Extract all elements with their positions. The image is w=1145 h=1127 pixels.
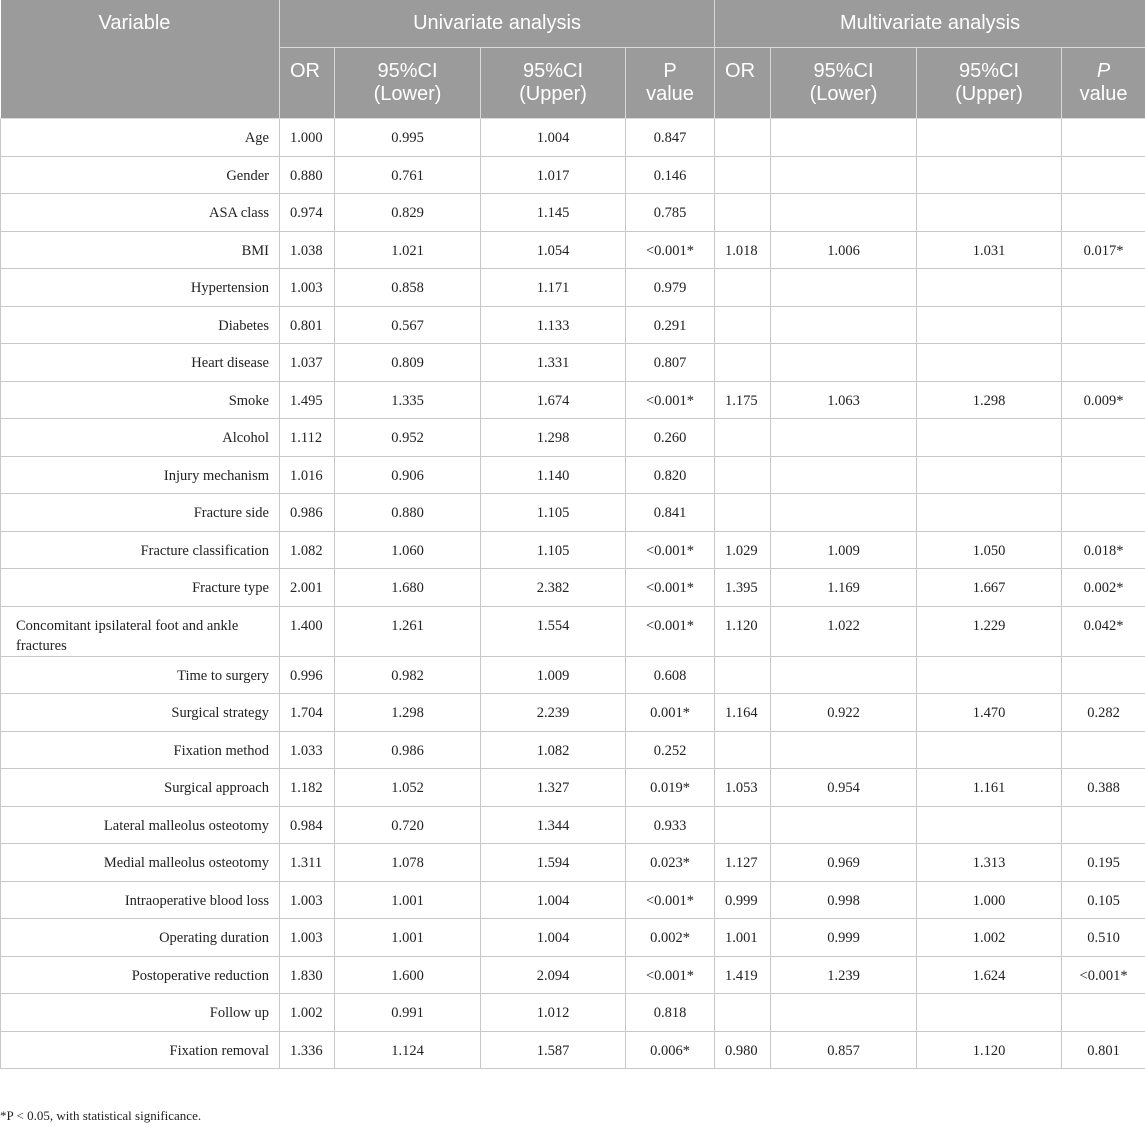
uni-upper-cell: 1.004	[481, 119, 626, 157]
table-row	[1, 656, 1145, 694]
uni-p-cell: 0.841	[626, 494, 715, 532]
multi-p-cell: 0.009*	[1062, 381, 1145, 419]
uni-lower-cell: 1.124	[335, 1031, 481, 1069]
multi-lower-cell: 1.009	[771, 531, 917, 569]
uni-or-cell: 1.033	[280, 731, 335, 769]
multi-p-cell: 0.388	[1062, 769, 1145, 807]
table-row	[1, 606, 1145, 656]
variable-cell: Concomitant ipsilateral foot and ankle fractures	[1, 606, 280, 656]
uni-or-cell: 1.002	[280, 994, 335, 1032]
uni-p-cell: 0.001*	[626, 694, 715, 732]
uni-upper-cell: 1.587	[481, 1031, 626, 1069]
multi-p-cell	[1062, 156, 1145, 194]
multi-or-cell	[715, 456, 771, 494]
multi-or-cell: 1.001	[715, 919, 771, 957]
uni-lower-cell: 0.991	[335, 994, 481, 1032]
multi-lower-cell	[771, 344, 917, 382]
multi-lower-cell: 1.022	[771, 606, 917, 656]
uni-upper-cell: 2.094	[481, 956, 626, 994]
variable-cell: Alcohol	[1, 419, 280, 457]
multi-lower-cell	[771, 806, 917, 844]
multi-p-header	[1062, 48, 1145, 119]
multi-lower-cell	[771, 494, 917, 532]
uni-upper-header-line1: 95%CI	[522, 60, 584, 82]
multi-upper-cell	[917, 494, 1062, 532]
uni-p-cell: 0.818	[626, 994, 715, 1032]
multi-or-cell	[715, 494, 771, 532]
variable-cell: Fracture classification	[1, 531, 280, 569]
uni-p-cell: 0.006*	[626, 1031, 715, 1069]
multi-p-cell: 0.195	[1062, 844, 1145, 882]
uni-upper-cell: 2.382	[481, 569, 626, 607]
multi-or-cell	[715, 806, 771, 844]
uni-lower-cell: 0.720	[335, 806, 481, 844]
multi-or-cell	[715, 994, 771, 1032]
multi-upper-cell: 1.000	[917, 881, 1062, 919]
table-row	[1, 844, 1145, 882]
multi-or-cell: 1.120	[715, 606, 771, 656]
table-row	[1, 731, 1145, 769]
table-row	[1, 156, 1145, 194]
uni-lower-cell: 0.995	[335, 119, 481, 157]
multi-lower-cell: 0.954	[771, 769, 917, 807]
uni-upper-cell: 1.105	[481, 531, 626, 569]
table-row	[1, 956, 1145, 994]
uni-or-cell: 0.996	[280, 656, 335, 694]
variable-cell: Intraoperative blood loss	[1, 881, 280, 919]
multi-or-cell: 1.164	[715, 694, 771, 732]
uni-p-cell: 0.252	[626, 731, 715, 769]
multi-or-cell	[715, 269, 771, 307]
table-row	[1, 494, 1145, 532]
multi-p-cell	[1062, 994, 1145, 1032]
uni-p-cell: 0.291	[626, 306, 715, 344]
uni-p-cell: 0.260	[626, 419, 715, 457]
multi-lower-cell	[771, 269, 917, 307]
uni-lower-cell: 0.986	[335, 731, 481, 769]
uni-lower-cell: 0.809	[335, 344, 481, 382]
multi-p-cell	[1062, 656, 1145, 694]
uni-or-cell: 1.016	[280, 456, 335, 494]
multi-or-cell: 1.127	[715, 844, 771, 882]
multi-lower-cell	[771, 994, 917, 1032]
uni-or-cell: 0.974	[280, 194, 335, 232]
multi-upper-cell: 1.667	[917, 569, 1062, 607]
uni-p-cell: 0.785	[626, 194, 715, 232]
variable-cell: Smoke	[1, 381, 280, 419]
uni-lower-cell: 0.982	[335, 656, 481, 694]
multi-p-cell: 0.017*	[1062, 231, 1145, 269]
multi-or-cell	[715, 656, 771, 694]
table-row	[1, 881, 1145, 919]
uni-lower-cell: 1.600	[335, 956, 481, 994]
multi-p-cell: 0.042*	[1062, 606, 1145, 656]
multi-upper-cell: 1.120	[917, 1031, 1062, 1069]
multi-p-cell	[1062, 731, 1145, 769]
multi-lower-cell: 1.169	[771, 569, 917, 607]
multi-or-cell	[715, 419, 771, 457]
uni-lower-cell: 1.021	[335, 231, 481, 269]
multi-or-cell: 1.053	[715, 769, 771, 807]
table-row	[1, 531, 1145, 569]
multi-upper-cell	[917, 194, 1062, 232]
multi-p-cell: <0.001*	[1062, 956, 1145, 994]
table-row	[1, 569, 1145, 607]
multi-p-cell: 0.018*	[1062, 531, 1145, 569]
uni-p-cell: <0.001*	[626, 881, 715, 919]
multi-upper-cell: 1.624	[917, 956, 1062, 994]
table-row	[1, 231, 1145, 269]
multi-p-cell: 0.510	[1062, 919, 1145, 957]
uni-p-cell: 0.002*	[626, 919, 715, 957]
uni-or-cell: 2.001	[280, 569, 335, 607]
multi-or-cell: 0.999	[715, 881, 771, 919]
variable-cell: Surgical strategy	[1, 694, 280, 732]
multi-upper-cell: 1.298	[917, 381, 1062, 419]
multi-lower-cell	[771, 419, 917, 457]
uni-upper-cell: 1.082	[481, 731, 626, 769]
multi-upper-cell	[917, 731, 1062, 769]
multi-or-cell: 0.980	[715, 1031, 771, 1069]
uni-or-cell: 1.038	[280, 231, 335, 269]
multi-upper-cell	[917, 656, 1062, 694]
multi-p-cell	[1062, 269, 1145, 307]
uni-lower-cell: 1.335	[335, 381, 481, 419]
multi-p-cell	[1062, 306, 1145, 344]
uni-upper-cell: 1.674	[481, 381, 626, 419]
multi-or-cell: 1.029	[715, 531, 771, 569]
uni-p-cell: 0.019*	[626, 769, 715, 807]
uni-or-cell: 1.037	[280, 344, 335, 382]
multi-upper-cell: 1.470	[917, 694, 1062, 732]
uni-lower-header-line1: 95%CI	[377, 60, 438, 82]
table-row	[1, 806, 1145, 844]
uni-upper-cell: 1.554	[481, 606, 626, 656]
footnote: *P < 0.05, with statistical significance.	[0, 1108, 202, 1123]
multi-lower-cell	[771, 194, 917, 232]
multi-lower-cell	[771, 306, 917, 344]
uni-upper-cell: 1.331	[481, 344, 626, 382]
variable-cell: Heart disease	[1, 344, 280, 382]
table-row	[1, 381, 1145, 419]
variable-cell: BMI	[1, 231, 280, 269]
uni-upper-cell: 1.105	[481, 494, 626, 532]
variable-cell: Hypertension	[1, 269, 280, 307]
uni-lower-cell: 0.952	[335, 419, 481, 457]
uni-lower-cell: 1.261	[335, 606, 481, 656]
uni-or-cell: 0.801	[280, 306, 335, 344]
uni-lower-cell: 0.567	[335, 306, 481, 344]
variable-cell: Time to surgery	[1, 656, 280, 694]
table-row	[1, 994, 1145, 1032]
multi-lower-cell	[771, 456, 917, 494]
multi-p-cell: 0.282	[1062, 694, 1145, 732]
uni-lower-cell: 0.880	[335, 494, 481, 532]
multi-or-cell	[715, 344, 771, 382]
multi-or-cell: 1.175	[715, 381, 771, 419]
multi-upper-header-line2: (Upper)	[955, 83, 1023, 105]
multi-upper-header	[917, 48, 1062, 119]
multi-or-cell	[715, 194, 771, 232]
multi-p-cell	[1062, 456, 1145, 494]
multi-lower-cell: 1.006	[771, 231, 917, 269]
uni-lower-cell: 1.680	[335, 569, 481, 607]
table-row	[1, 269, 1145, 307]
multi-or-cell	[715, 119, 771, 157]
multi-lower-cell: 1.239	[771, 956, 917, 994]
multi-p-cell: 0.002*	[1062, 569, 1145, 607]
uni-upper-cell: 1.009	[481, 656, 626, 694]
uni-or-cell: 0.984	[280, 806, 335, 844]
uni-p-cell: 0.608	[626, 656, 715, 694]
uni-upper-header-line2: (Upper)	[519, 83, 587, 105]
multi-lower-header-line1: 95%CI	[813, 60, 874, 82]
multi-lower-cell: 0.969	[771, 844, 917, 882]
variable-column-header: Variable	[1, 0, 280, 119]
multi-p-cell	[1062, 494, 1145, 532]
uni-upper-cell: 1.017	[481, 156, 626, 194]
uni-lower-header	[335, 48, 481, 119]
multi-upper-cell	[917, 306, 1062, 344]
uni-upper-cell: 1.133	[481, 306, 626, 344]
uni-p-cell: <0.001*	[626, 956, 715, 994]
multi-or-cell	[715, 306, 771, 344]
uni-or-cell: 1.003	[280, 919, 335, 957]
variable-cell: Fracture type	[1, 569, 280, 607]
variable-cell: Medial malleolus osteotomy	[1, 844, 280, 882]
multi-upper-cell	[917, 419, 1062, 457]
uni-lower-cell: 1.001	[335, 919, 481, 957]
uni-or-cell: 1.082	[280, 531, 335, 569]
uni-p-cell: 0.979	[626, 269, 715, 307]
uni-p-cell: <0.001*	[626, 381, 715, 419]
uni-p-cell: 0.807	[626, 344, 715, 382]
uni-or-cell: 1.000	[280, 119, 335, 157]
multi-lower-cell: 0.857	[771, 1031, 917, 1069]
multi-lower-cell	[771, 119, 917, 157]
multi-lower-cell: 0.999	[771, 919, 917, 957]
multi-lower-cell: 1.063	[771, 381, 917, 419]
uni-p-cell: 0.146	[626, 156, 715, 194]
multi-or-cell	[715, 731, 771, 769]
uni-or-cell: 0.986	[280, 494, 335, 532]
variable-cell: Fixation method	[1, 731, 280, 769]
variable-cell: Postoperative reduction	[1, 956, 280, 994]
uni-upper-cell: 1.298	[481, 419, 626, 457]
uni-upper-cell: 1.004	[481, 919, 626, 957]
uni-or-header: OR	[280, 48, 335, 119]
uni-upper-cell: 1.140	[481, 456, 626, 494]
table-row	[1, 769, 1145, 807]
variable-cell: Injury mechanism	[1, 456, 280, 494]
uni-p-cell: 0.820	[626, 456, 715, 494]
table-row	[1, 694, 1145, 732]
variable-cell: Fracture side	[1, 494, 280, 532]
uni-upper-cell: 1.171	[481, 269, 626, 307]
table-row	[1, 419, 1145, 457]
multi-p-cell: 0.105	[1062, 881, 1145, 919]
multi-lower-cell	[771, 656, 917, 694]
multi-p-cell: 0.801	[1062, 1031, 1145, 1069]
multi-lower-cell	[771, 731, 917, 769]
uni-or-cell: 0.880	[280, 156, 335, 194]
multi-upper-cell	[917, 269, 1062, 307]
uni-or-cell: 1.704	[280, 694, 335, 732]
multi-upper-cell: 1.031	[917, 231, 1062, 269]
table-row	[1, 919, 1145, 957]
uni-p-cell: <0.001*	[626, 606, 715, 656]
variable-cell: Age	[1, 119, 280, 157]
multi-lower-header-line2: (Lower)	[809, 83, 878, 105]
uni-upper-cell: 1.344	[481, 806, 626, 844]
multi-or-cell: 1.018	[715, 231, 771, 269]
uni-lower-cell: 1.298	[335, 694, 481, 732]
uni-p-cell: 0.847	[626, 119, 715, 157]
multi-p-cell	[1062, 419, 1145, 457]
uni-or-cell: 1.336	[280, 1031, 335, 1069]
multi-lower-cell: 0.922	[771, 694, 917, 732]
multivariate-group-header: Multivariate analysis	[715, 0, 1145, 48]
multi-upper-cell	[917, 156, 1062, 194]
uni-lower-cell: 0.761	[335, 156, 481, 194]
uni-upper-cell: 1.054	[481, 231, 626, 269]
variable-cell: Follow up	[1, 994, 280, 1032]
uni-or-cell: 1.112	[280, 419, 335, 457]
uni-p-cell: <0.001*	[626, 231, 715, 269]
multi-lower-cell: 0.998	[771, 881, 917, 919]
multi-upper-cell	[917, 806, 1062, 844]
uni-or-cell: 1.182	[280, 769, 335, 807]
uni-or-cell: 1.003	[280, 269, 335, 307]
uni-p-cell: 0.933	[626, 806, 715, 844]
uni-upper-cell: 1.327	[481, 769, 626, 807]
table-body	[1, 119, 1145, 1069]
uni-or-cell: 1.311	[280, 844, 335, 882]
multi-upper-cell	[917, 119, 1062, 157]
uni-p-cell: <0.001*	[626, 569, 715, 607]
uni-p-header	[626, 48, 715, 119]
multi-or-cell: 1.395	[715, 569, 771, 607]
multi-or-cell	[715, 156, 771, 194]
uni-upper-cell: 1.004	[481, 881, 626, 919]
multi-or-header: OR	[715, 48, 771, 119]
variable-cell: ASA class	[1, 194, 280, 232]
table-row	[1, 344, 1145, 382]
uni-or-cell: 1.003	[280, 881, 335, 919]
variable-cell: Gender	[1, 156, 280, 194]
multi-lower-cell	[771, 156, 917, 194]
table-row	[1, 119, 1145, 157]
multi-p-header-line2: value	[1079, 83, 1128, 105]
uni-lower-header-line2: (Lower)	[373, 83, 442, 105]
variable-cell: Diabetes	[1, 306, 280, 344]
table-row	[1, 306, 1145, 344]
multi-p-cell	[1062, 119, 1145, 157]
uni-lower-cell: 1.052	[335, 769, 481, 807]
table-row	[1, 456, 1145, 494]
multi-p-cell	[1062, 344, 1145, 382]
uni-lower-cell: 0.906	[335, 456, 481, 494]
uni-lower-cell: 1.078	[335, 844, 481, 882]
uni-lower-cell: 0.829	[335, 194, 481, 232]
uni-or-cell: 1.830	[280, 956, 335, 994]
uni-upper-cell: 2.239	[481, 694, 626, 732]
uni-upper-header	[481, 48, 626, 119]
multi-p-header-line1: P	[1096, 60, 1111, 82]
variable-cell: Fixation removal	[1, 1031, 280, 1069]
multi-p-cell	[1062, 806, 1145, 844]
variable-cell: Lateral malleolus osteotomy	[1, 806, 280, 844]
table-row	[1, 194, 1145, 232]
uni-upper-cell: 1.145	[481, 194, 626, 232]
uni-p-cell: 0.023*	[626, 844, 715, 882]
variable-cell: Surgical approach	[1, 769, 280, 807]
multi-upper-cell	[917, 456, 1062, 494]
uni-lower-cell: 1.001	[335, 881, 481, 919]
uni-p-header-line2: value	[646, 83, 694, 105]
multi-upper-cell: 1.161	[917, 769, 1062, 807]
uni-p-header-line1: P	[663, 60, 677, 82]
variable-cell: Operating duration	[1, 919, 280, 957]
uni-lower-cell: 0.858	[335, 269, 481, 307]
table-header	[1, 0, 1145, 119]
uni-lower-cell: 1.060	[335, 531, 481, 569]
uni-upper-cell: 1.594	[481, 844, 626, 882]
uni-or-cell: 1.400	[280, 606, 335, 656]
uni-p-cell: <0.001*	[626, 531, 715, 569]
uni-or-cell: 1.495	[280, 381, 335, 419]
multi-p-cell	[1062, 194, 1145, 232]
multi-upper-cell: 1.229	[917, 606, 1062, 656]
multi-upper-cell: 1.002	[917, 919, 1062, 957]
multi-upper-cell	[917, 344, 1062, 382]
univariate-group-header: Univariate analysis	[280, 0, 715, 48]
multi-upper-cell	[917, 994, 1062, 1032]
multi-lower-header	[771, 48, 917, 119]
uni-upper-cell: 1.012	[481, 994, 626, 1032]
multi-upper-header-line1: 95%CI	[959, 60, 1020, 82]
multi-upper-cell: 1.050	[917, 531, 1062, 569]
multi-upper-cell: 1.313	[917, 844, 1062, 882]
table-row	[1, 1031, 1145, 1069]
multi-or-cell: 1.419	[715, 956, 771, 994]
